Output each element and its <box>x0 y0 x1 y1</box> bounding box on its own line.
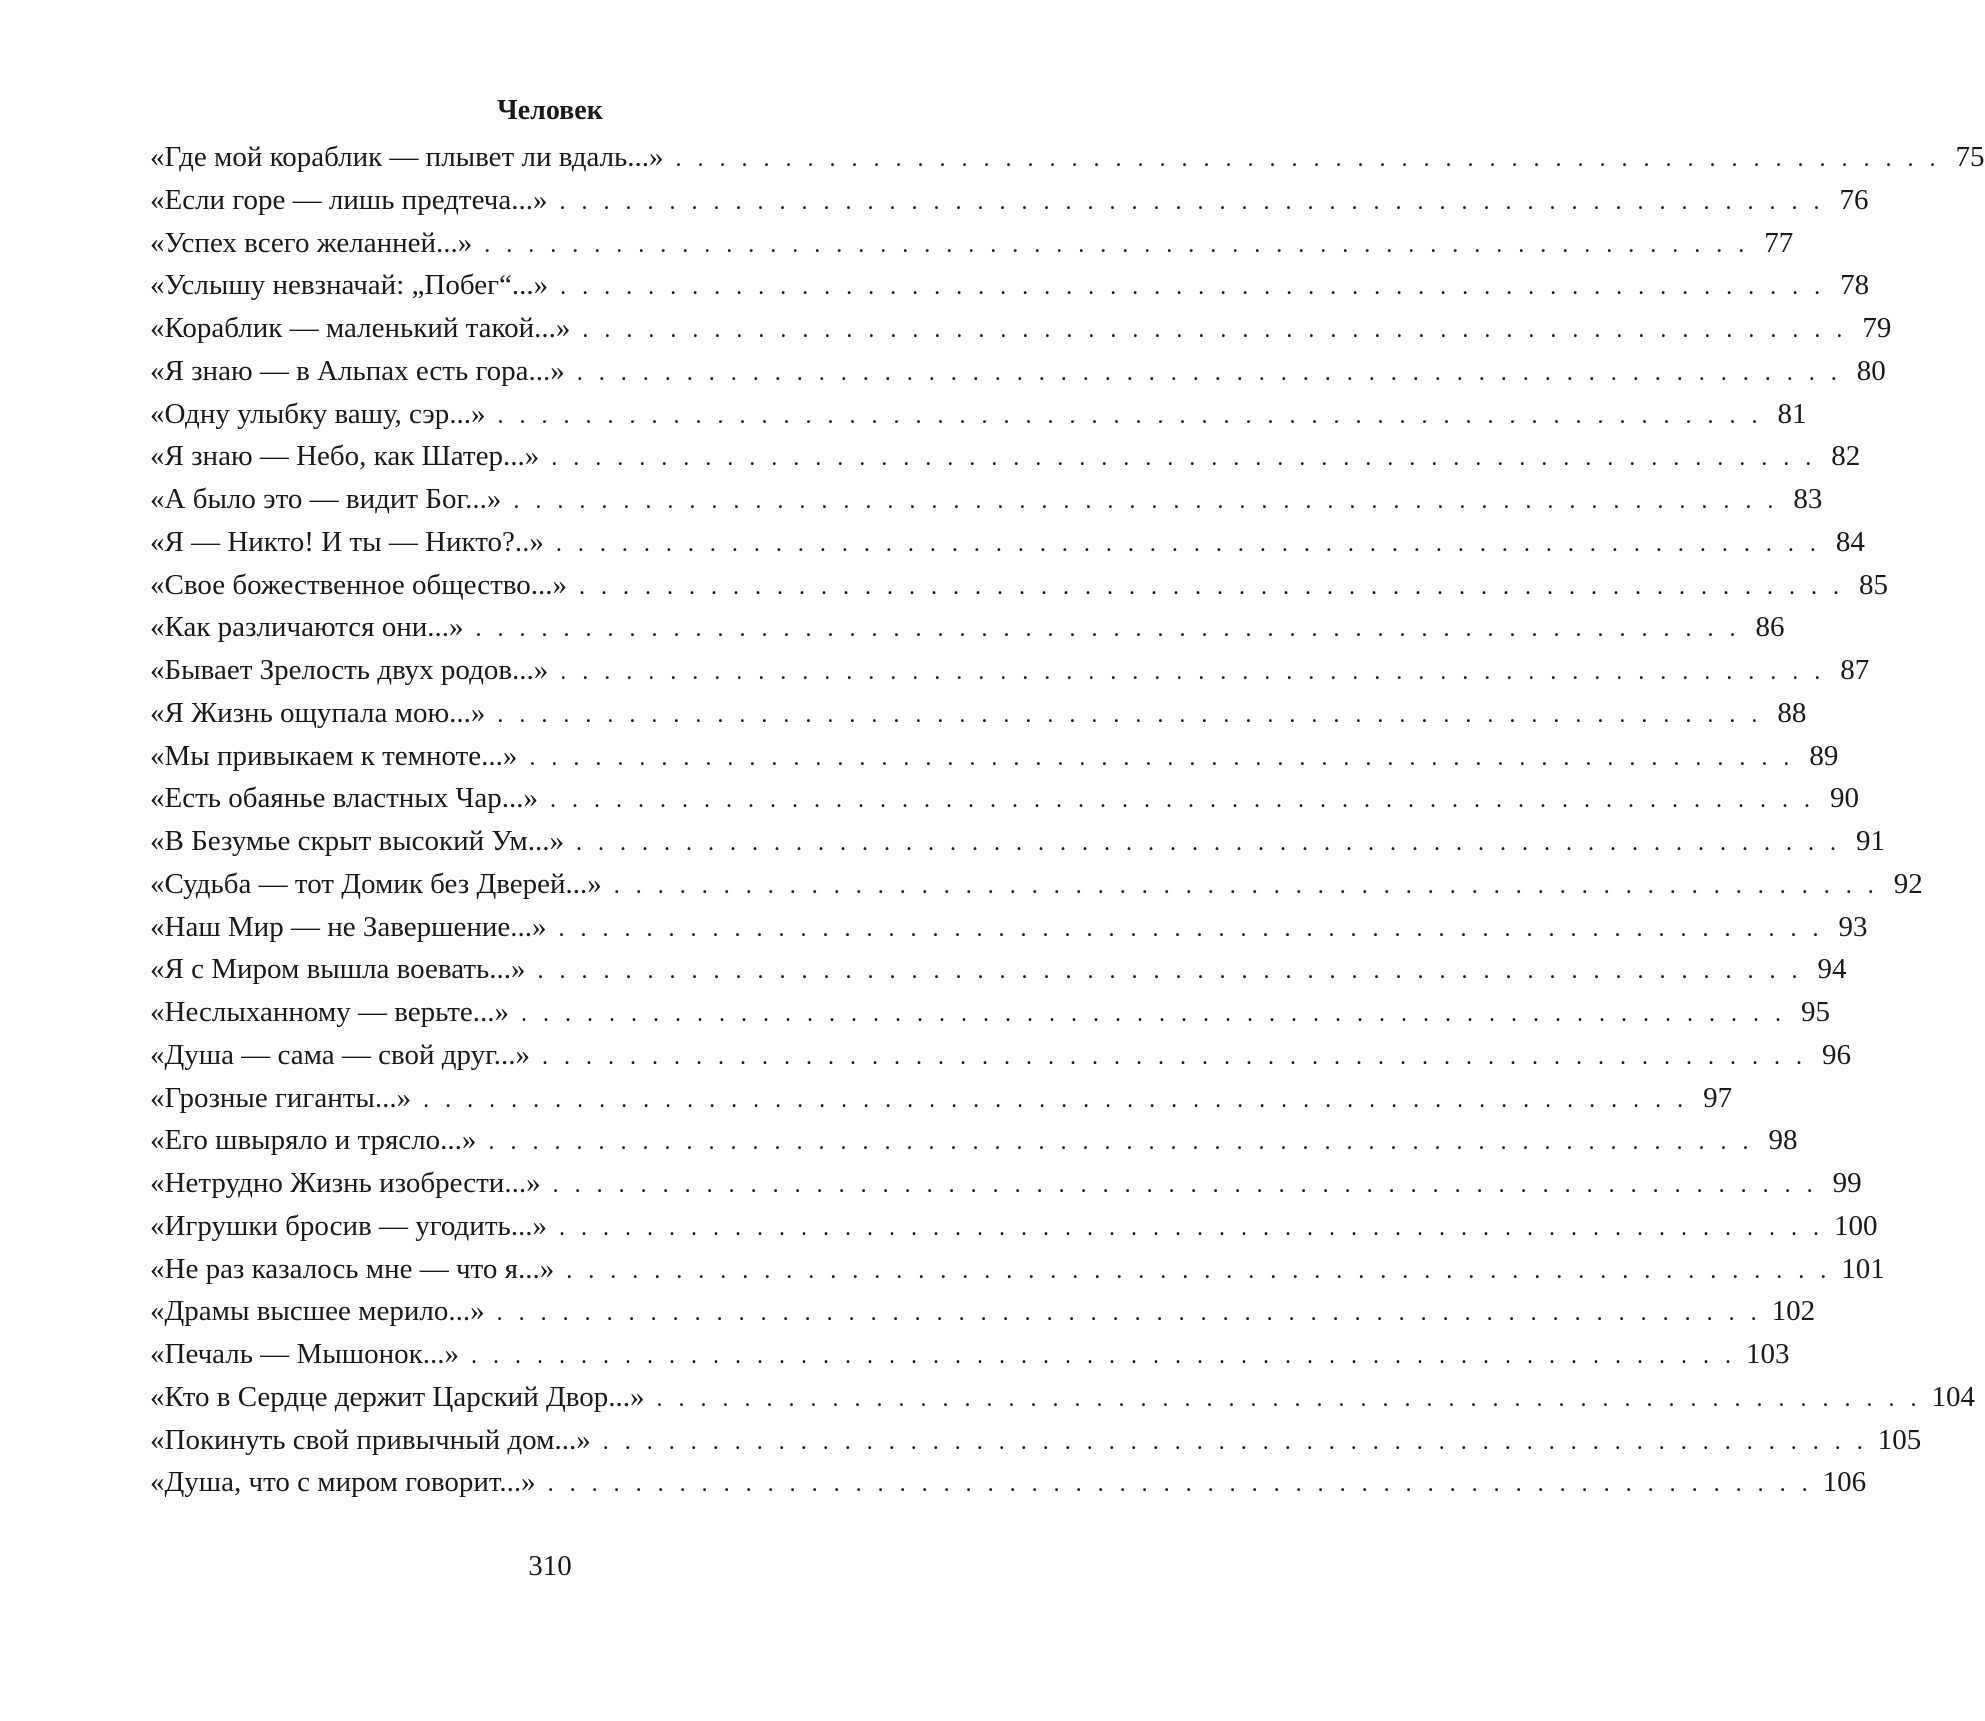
dot-leader: . . . . . . . . . . . . . . . . . . . . . . . . . . . . . . . . . . . . . . . . . . . . . . . . . . . . . . . . . . <box>558 1214 1824 1241</box>
toc-entry-title: «Я знаю — Небо, как Шатер...» <box>150 440 540 473</box>
toc-entry-title: «Свое божественное общество...» <box>150 568 568 601</box>
toc-entry-title: «Мы привыкаем к темноте...» <box>150 739 518 772</box>
dot-leader: . . . . . . . . . . . . . . . . . . . . . . . . . . . . . . . . . . . . . . . . . . . . . . . . . . . . . . . . . . <box>537 958 1803 985</box>
toc-entry-title: «Как различаются они...» <box>150 611 464 644</box>
toc-entry <box>150 948 1847 991</box>
toc-entry-page: 78 <box>1840 269 1870 302</box>
toc-entry <box>150 1376 1976 1419</box>
dot-leader: . . . . . . . . . . . . . . . . . . . . . . . . . . . . . . . . . . . . . . . . . . . . . . . . . . . . . . . . . . <box>579 573 1845 600</box>
toc-entry-title: «А было это — видит Бог...» <box>150 483 502 515</box>
toc-entry <box>150 435 1861 478</box>
toc-entry-page: 104 <box>1931 1380 1976 1413</box>
toc-entry-title: «Драмы высшее мерило...» <box>150 1295 485 1328</box>
toc-entry-title: «Неслыханному — верьте...» <box>150 996 510 1028</box>
toc-entry <box>150 393 1807 436</box>
toc-entry-page: 101 <box>1841 1252 1885 1285</box>
dot-leader: . . . . . . . . . . . . . . . . . . . . . . . . . . . . . . . . . . . . . . . . . . . . . . . . . . . . . . . . . . <box>602 1428 1868 1455</box>
toc-entry-title: «Где мой кораблик — плывет ли вдаль...» <box>150 141 664 173</box>
toc-entry-title: «Душа, что с миром говорит...» <box>150 1466 536 1499</box>
toc-entry-title: «Душа — сама — свой друг...» <box>150 1038 530 1071</box>
toc-entry-page: 91 <box>1856 825 1886 857</box>
toc-entry <box>150 564 1889 607</box>
dot-leader: . . . . . . . . . . . . . . . . . . . . . . . . . . . . . . . . . . . . . . . . . . . . . . . . . . . . . . . . . . <box>560 274 1826 301</box>
toc-entry-page: 95 <box>1801 996 1831 1028</box>
toc-entry <box>150 820 1886 863</box>
toc-entry-page: 97 <box>1703 1081 1733 1114</box>
toc-entry <box>150 1205 1878 1248</box>
toc-entry <box>150 1248 1885 1291</box>
toc-entry <box>150 350 1886 393</box>
toc-entry-page: 83 <box>1793 483 1823 515</box>
toc-entry <box>150 863 1923 906</box>
toc-entry-title: «Если горе — лишь предтеча...» <box>150 183 548 216</box>
toc-entry <box>150 1333 1790 1376</box>
dot-leader: . . . . . . . . . . . . . . . . . . . . . . . . . . . . . . . . . . . . . . . . . . . . . . . . . . . . . . . . . . <box>488 1129 1754 1156</box>
toc-entry <box>150 777 1859 820</box>
toc-entry <box>150 179 1869 222</box>
toc-entry-page: 85 <box>1859 568 1889 601</box>
dot-leader: . . . . . . . . . . . . . . . . . . . . . . . . . . . . . . . . . . . . . . . . . . . . . . . . . . . . . . . . . . <box>551 445 1817 472</box>
dot-leader: . . . . . . . . . . . . . . . . . . . . . . . . . . . . . . . . . . . . . . . . . . . . . . . . . . . . . . . . . . <box>529 744 1795 771</box>
toc-entry-page: 103 <box>1745 1338 1790 1370</box>
toc-entry <box>150 1419 1922 1462</box>
dot-leader: . . . . . . . . . . . . . . . . . . . . . . . . . . . . . . . . . . . . . . . . . . . . . . . . . . . . . . . . . . <box>675 146 1941 172</box>
dot-leader: . . . . . . . . . . . . . . . . . . . . . . . . . . . . . . . . . . . . . . . . . . . . . . . . . . . . . . . . . . <box>475 616 1741 643</box>
toc-entry <box>150 1461 1867 1504</box>
toc-entry-title: «Не раз казалось мне — что я...» <box>150 1252 555 1285</box>
toc-entry-title: «Я с Миром вышла воевать...» <box>150 953 526 986</box>
toc-entry <box>150 1034 1851 1077</box>
toc-entry-page: 92 <box>1893 867 1923 900</box>
dot-leader: . . . . . . . . . . . . . . . . . . . . . . . . . . . . . . . . . . . . . . . . . . . . . . . . . . . . . . . . . . <box>497 701 1763 728</box>
toc-entry-page: 90 <box>1830 782 1859 815</box>
toc-entry <box>150 521 1865 564</box>
toc-entry-title: «Я — Никто! И ты — Никто?..» <box>150 525 544 558</box>
toc-entry-page: 82 <box>1831 440 1861 473</box>
toc-entry <box>150 264 1870 307</box>
toc-entry <box>150 307 1892 350</box>
toc-entry <box>150 1290 1816 1333</box>
dot-leader: . . . . . . . . . . . . . . . . . . . . . . . . . . . . . . . . . . . . . . . . . . . . . . . . . . . . . . . . . . <box>547 1471 1813 1498</box>
toc-entry-page: 86 <box>1755 611 1785 644</box>
dot-leader: . . . . . . . . . . . . . . . . . . . . . . . . . . . . . . . . . . . . . . . . . . . . . . . . . . . . . . . . . . <box>496 1300 1762 1327</box>
toc-entry <box>150 1119 1798 1162</box>
toc-entry <box>150 991 1831 1034</box>
toc-entry-title: «Печаль — Мышонок...» <box>150 1338 459 1370</box>
dot-leader: . . . . . . . . . . . . . . . . . . . . . . . . . . . . . . . . . . . . . . . . . . . . . . . . . . . . . . . . . . <box>521 1001 1787 1027</box>
toc-entry-page: 76 <box>1839 183 1869 216</box>
toc-entry-page: 87 <box>1840 654 1870 686</box>
section-title: Человек <box>497 95 603 126</box>
toc-entry-title: «Я знаю — в Альпах есть гора...» <box>150 354 565 387</box>
toc-entry-page: 102 <box>1771 1295 1816 1328</box>
toc-entry-page: 99 <box>1832 1167 1862 1199</box>
dot-leader: . . . . . . . . . . . . . . . . . . . . . . . . . . . . . . . . . . . . . . . . . . . . . . . . . . . . . . . . . . <box>559 188 1825 215</box>
toc-entry-title: «Его швыряло и трясло...» <box>150 1124 477 1157</box>
toc-entry-title: «Грозные гиганты...» <box>150 1081 412 1114</box>
toc-entry-page: 88 <box>1777 696 1807 729</box>
dot-leader: . . . . . . . . . . . . . . . . . . . . . . . . . . . . . . . . . . . . . . . . . . . . . . . . . . . . . . . . . . <box>613 872 1879 899</box>
toc-entry <box>150 478 1823 521</box>
toc-entry-page: 84 <box>1835 525 1865 558</box>
toc-entry <box>150 692 1807 735</box>
toc-entry <box>150 606 1785 649</box>
toc-entry-title: «Кто в Сердце держит Царский Двор...» <box>150 1380 645 1413</box>
toc-entry-title: «Игрушки бросив — угодить...» <box>150 1209 547 1242</box>
dot-leader: . . . . . . . . . . . . . . . . . . . . . . . . . . . . . . . . . . . . . . . . . . . . . . . . . . . . . . . . . . <box>558 915 1824 942</box>
toc-entry-page: 79 <box>1862 312 1892 344</box>
dot-leader: . . . . . . . . . . . . . . . . . . . . . . . . . . . . . . . . . . . . . . . . . . . . . . . . . . . . . . . . . . <box>423 1086 1689 1113</box>
toc-entry-title: «Судьба — тот Домик без Дверей...» <box>150 867 602 900</box>
dot-leader: . . . . . . . . . . . . . . . . . . . . . . . . . . . . . . . . . . . . . . . . . . . . . . . . . . . . . . . . . . <box>513 488 1779 514</box>
toc-entry-title: «Наш Мир — не Завершение...» <box>150 910 547 943</box>
dot-leader: . . . . . . . . . . . . . . . . . . . . . . . . . . . . . . . . . . . . . . . . . . . . . . . . . . . . . . . . . . <box>542 1043 1807 1070</box>
toc-entry-page: 105 <box>1877 1423 1922 1456</box>
dot-leader: . . . . . . . . . . . . . . . . . . . . . . . . . . . . . . . . . . . . . . . . . . . . . . . . . . . . . . . . . . <box>550 787 1815 814</box>
toc-entry-title: «Покинуть свой привычный дом...» <box>150 1423 591 1456</box>
toc-entry-page: 96 <box>1822 1038 1851 1071</box>
page-number: 310 <box>528 1550 572 1582</box>
toc-entry <box>150 1077 1733 1120</box>
toc-entry <box>150 1162 1862 1205</box>
toc-entry-title: «Услышу невзначай: „Побег“...» <box>150 269 549 302</box>
toc-entry-page: 80 <box>1856 354 1886 387</box>
toc-entry-page: 100 <box>1833 1209 1878 1242</box>
toc-entry-page: 98 <box>1768 1124 1798 1157</box>
dot-leader: . . . . . . . . . . . . . . . . . . . . . . . . . . . . . . . . . . . . . . . . . . . . . . . . . . . . . . . . . . <box>552 1172 1818 1198</box>
toc-entry-page: 75 <box>1955 141 1985 173</box>
toc-entry <box>150 735 1839 778</box>
toc-entry-page: 106 <box>1822 1466 1867 1499</box>
toc-entry-title: «Успех всего желанней...» <box>150 226 473 259</box>
dot-leader: . . . . . . . . . . . . . . . . . . . . . . . . . . . . . . . . . . . . . . . . . . . . . . . . . . . . . . . . . . <box>656 1385 1922 1412</box>
table-of-contents <box>150 136 1985 1504</box>
dot-leader: . . . . . . . . . . . . . . . . . . . . . . . . . . . . . . . . . . . . . . . . . . . . . . . . . . . . . . . . . . <box>582 317 1848 343</box>
toc-entry-page: 93 <box>1838 910 1868 943</box>
dot-leader: . . . . . . . . . . . . . . . . . . . . . . . . . . . . . . . . . . . . . . . . . . . . . . . . . . . . . . . . . . <box>566 1257 1832 1284</box>
toc-entry-page: 81 <box>1777 397 1807 430</box>
dot-leader: . . . . . . . . . . . . . . . . . . . . . . . . . . . . . . . . . . . . . . . . . . . . . . . . . . . . . . . . . . <box>470 1343 1736 1369</box>
toc-entry-title: «Я Жизнь ощупала мою...» <box>150 696 486 729</box>
toc-entry-title: «Кораблик — маленький такой...» <box>150 312 571 344</box>
toc-entry <box>150 136 1985 179</box>
toc-entry <box>150 222 1794 265</box>
toc-entry-title: «Есть обаянье властных Чар...» <box>150 782 538 815</box>
toc-entry-title: «Бывает Зрелость двух родов...» <box>150 654 549 686</box>
toc-entry-title: «В Безумье скрыт высокий Ум...» <box>150 825 565 857</box>
toc-entry <box>150 649 1870 692</box>
toc-entry-page: 94 <box>1817 953 1847 986</box>
dot-leader: . . . . . . . . . . . . . . . . . . . . . . . . . . . . . . . . . . . . . . . . . . . . . . . . . . . . . . . . . . <box>560 659 1826 685</box>
toc-entry <box>150 906 1868 949</box>
toc-entry-page: 89 <box>1809 739 1839 772</box>
toc-entry-page: 77 <box>1764 226 1794 259</box>
toc-entry-title: «Одну улыбку вашу, сэр...» <box>150 397 486 430</box>
dot-leader: . . . . . . . . . . . . . . . . . . . . . . . . . . . . . . . . . . . . . . . . . . . . . . . . . . . . . . . . . . <box>576 830 1842 856</box>
dot-leader: . . . . . . . . . . . . . . . . . . . . . . . . . . . . . . . . . . . . . . . . . . . . . . . . . . . . . . . . . . <box>555 530 1821 557</box>
dot-leader: . . . . . . . . . . . . . . . . . . . . . . . . . . . . . . . . . . . . . . . . . . . . . . . . . . . . . . . . . . <box>576 359 1842 386</box>
dot-leader: . . . . . . . . . . . . . . . . . . . . . . . . . . . . . . . . . . . . . . . . . . . . . . . . . . . . . . . . . . <box>497 402 1763 429</box>
dot-leader: . . . . . . . . . . . . . . . . . . . . . . . . . . . . . . . . . . . . . . . . . . . . . . . . . . . . . . . . . . <box>484 231 1750 258</box>
toc-entry-title: «Нетрудно Жизнь изобрести...» <box>150 1167 541 1199</box>
